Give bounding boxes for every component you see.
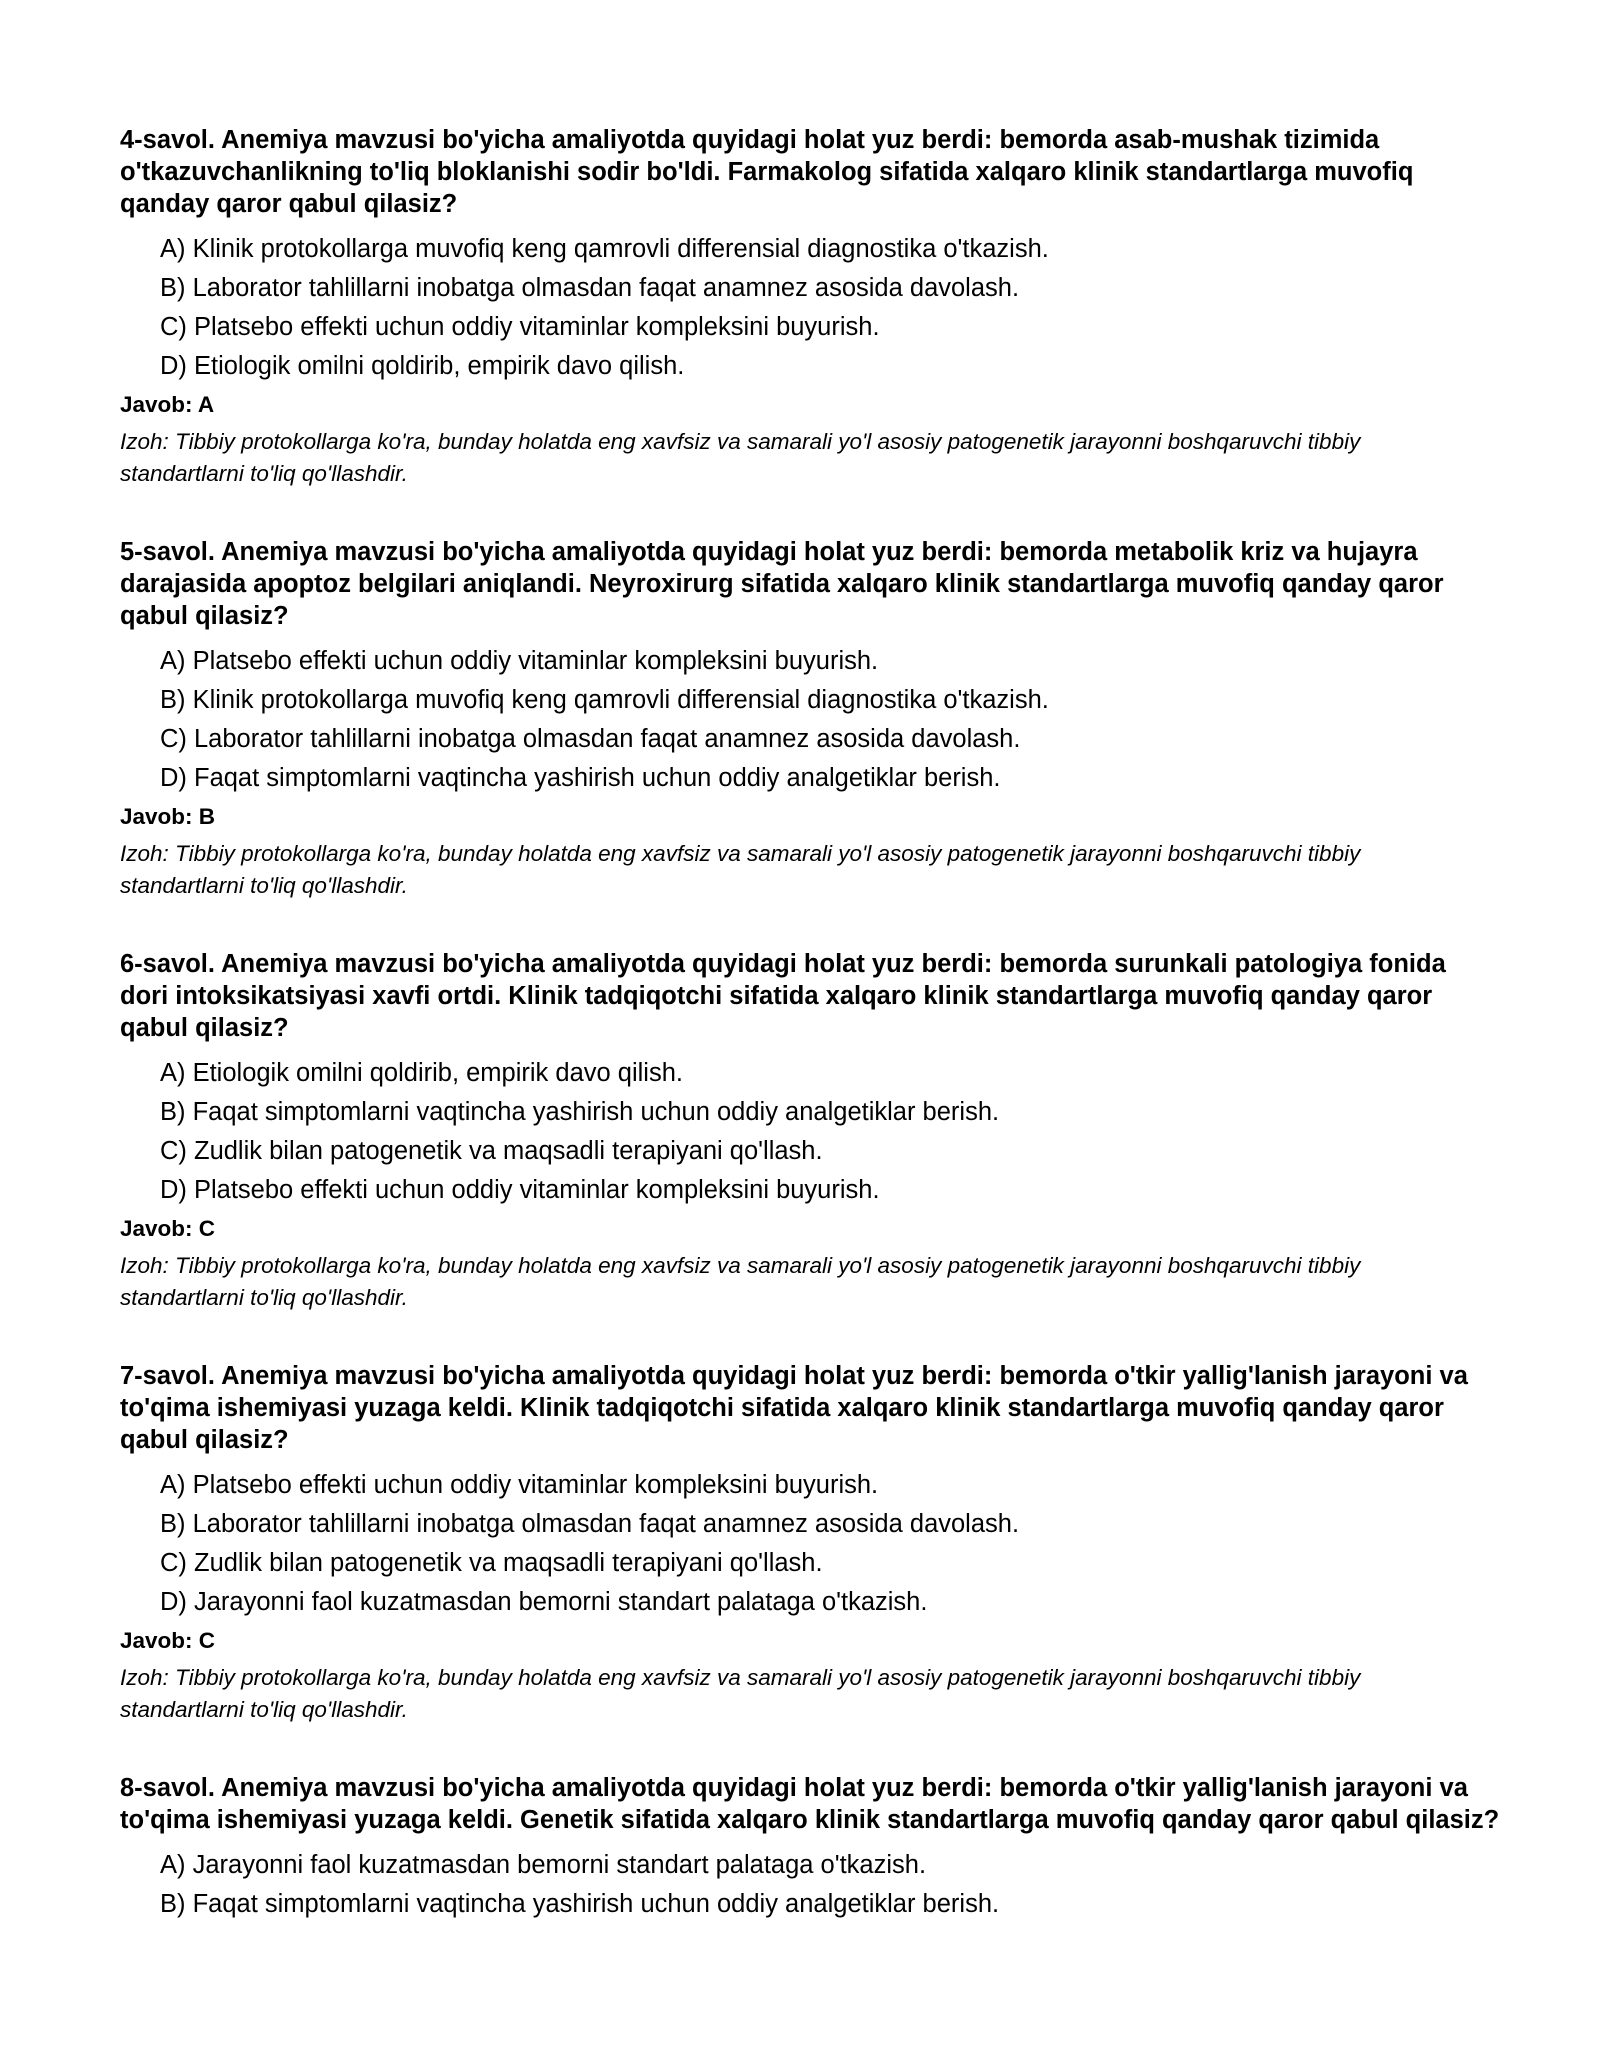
document-page bbox=[120, 124, 1500, 1970]
question-5 bbox=[120, 536, 1500, 902]
option-a: A) Platsebo effekti uchun oddiy vitaminlar kompleksini buyurish. bbox=[160, 647, 879, 675]
answer-line: Javob: B bbox=[120, 804, 216, 829]
option-b: B) Klinik protokollarga muvofiq keng qamrovli differensial diagnostika o'tkazish. bbox=[160, 686, 1049, 714]
option-list bbox=[120, 1466, 1500, 1622]
question-7 bbox=[120, 1360, 1500, 1726]
answer-line: Javob: C bbox=[120, 1216, 216, 1241]
option-list bbox=[120, 642, 1500, 798]
option-a: A) Klinik protokollarga muvofiq keng qamrovli differensial diagnostika o'tkazish. bbox=[160, 235, 1049, 263]
option-d: D) Jarayonni faol kuzatmasdan bemorni standart palataga o'tkazish. bbox=[160, 1588, 928, 1616]
question-title: 4-savol. Anemiya mavzusi bo'yicha amaliyotda quyidagi holat yuz berdi: bemorda asab-mushak tizimida o'tkazuvchanlikning to'liq bloklanishi sodir bo'ldi. Farmakolog sifatida xalqaro klinik standartlarga muvofiq qanday qaror qabul qilasiz? bbox=[120, 126, 1414, 218]
answer-line: Javob: A bbox=[120, 392, 215, 417]
explanation-text: Izoh: Tibbiy protokollarga ko'ra, bunday holatda eng xavfsiz va samarali yo'l asosiy patogenetik jarayonni boshqaruvchi tibbiy standartlarni to'liq qo'llashdir. bbox=[120, 1665, 1361, 1722]
option-list bbox=[120, 1846, 1500, 1924]
option-list bbox=[120, 1054, 1500, 1210]
question-title: 5-savol. Anemiya mavzusi bo'yicha amaliyotda quyidagi holat yuz berdi: bemorda metabolik kriz va hujayra darajasida apoptoz belgilari aniqlandi. Neyroxirurg sifatida xalqaro klinik standartlarga muvofiq qanday qaror qabul qilasiz? bbox=[120, 538, 1444, 630]
option-c: C) Zudlik bilan patogenetik va maqsadli terapiyani qo'llash. bbox=[160, 1549, 823, 1577]
option-b: B) Laborator tahlillarni inobatga olmasdan faqat anamnez asosida davolash. bbox=[160, 1510, 1020, 1538]
option-a: A) Etiologik omilni qoldirib, empirik davo qilish. bbox=[160, 1059, 683, 1087]
question-title: 7-savol. Anemiya mavzusi bo'yicha amaliyotda quyidagi holat yuz berdi: bemorda o'tkir yallig'lanish jarayoni va to'qima ishemiyasi yuzaga keldi. Klinik tadqiqotchi sifatida xalqaro klinik standartlarga muvofiq qanday qaror qabul qilasiz? bbox=[120, 1362, 1468, 1454]
option-b: B) Faqat simptomlarni vaqtincha yashirish uchun oddiy analgetiklar berish. bbox=[160, 1890, 1000, 1918]
option-list bbox=[120, 230, 1500, 386]
question-title: 6-savol. Anemiya mavzusi bo'yicha amaliyotda quyidagi holat yuz berdi: bemorda surunkali patologiya fonida dori intoksikatsiyasi xavfi ortdi. Klinik tadqiqotchi sifatida xalqaro klinik standartlarga muvofiq qanday qaror qabul qilasiz? bbox=[120, 950, 1446, 1042]
option-d: D) Faqat simptomlarni vaqtincha yashirish uchun oddiy analgetiklar berish. bbox=[160, 764, 1001, 792]
explanation-text: Izoh: Tibbiy protokollarga ko'ra, bunday holatda eng xavfsiz va samarali yo'l asosiy patogenetik jarayonni boshqaruvchi tibbiy standartlarni to'liq qo'llashdir. bbox=[120, 841, 1361, 898]
option-a: A) Jarayonni faol kuzatmasdan bemorni standart palataga o'tkazish. bbox=[160, 1851, 927, 1879]
explanation-text: Izoh: Tibbiy protokollarga ko'ra, bunday holatda eng xavfsiz va samarali yo'l asosiy patogenetik jarayonni boshqaruvchi tibbiy standartlarni to'liq qo'llashdir. bbox=[120, 1253, 1361, 1310]
option-d: D) Etiologik omilni qoldirib, empirik davo qilish. bbox=[160, 352, 685, 380]
question-4 bbox=[120, 124, 1500, 490]
option-b: B) Laborator tahlillarni inobatga olmasdan faqat anamnez asosida davolash. bbox=[160, 274, 1020, 302]
question-title: 8-savol. Anemiya mavzusi bo'yicha amaliyotda quyidagi holat yuz berdi: bemorda o'tkir yallig'lanish jarayoni va to'qima ishemiyasi yuzaga keldi. Genetik sifatida xalqaro klinik standartlarga muvofiq qanday qaror qabul qilasiz? bbox=[120, 1774, 1500, 1834]
option-c: C) Platsebo effekti uchun oddiy vitaminlar kompleksini buyurish. bbox=[160, 313, 880, 341]
explanation-text: Izoh: Tibbiy protokollarga ko'ra, bunday holatda eng xavfsiz va samarali yo'l asosiy patogenetik jarayonni boshqaruvchi tibbiy standartlarni to'liq qo'llashdir. bbox=[120, 429, 1361, 486]
option-d: D) Platsebo effekti uchun oddiy vitaminlar kompleksini buyurish. bbox=[160, 1176, 880, 1204]
option-c: C) Laborator tahlillarni inobatga olmasdan faqat anamnez asosida davolash. bbox=[160, 725, 1021, 753]
option-a: A) Platsebo effekti uchun oddiy vitaminlar kompleksini buyurish. bbox=[160, 1471, 879, 1499]
question-8 bbox=[120, 1772, 1500, 1924]
option-b: B) Faqat simptomlarni vaqtincha yashirish uchun oddiy analgetiklar berish. bbox=[160, 1098, 1000, 1126]
question-6 bbox=[120, 948, 1500, 1314]
answer-line: Javob: C bbox=[120, 1628, 216, 1653]
option-c: C) Zudlik bilan patogenetik va maqsadli terapiyani qo'llash. bbox=[160, 1137, 823, 1165]
